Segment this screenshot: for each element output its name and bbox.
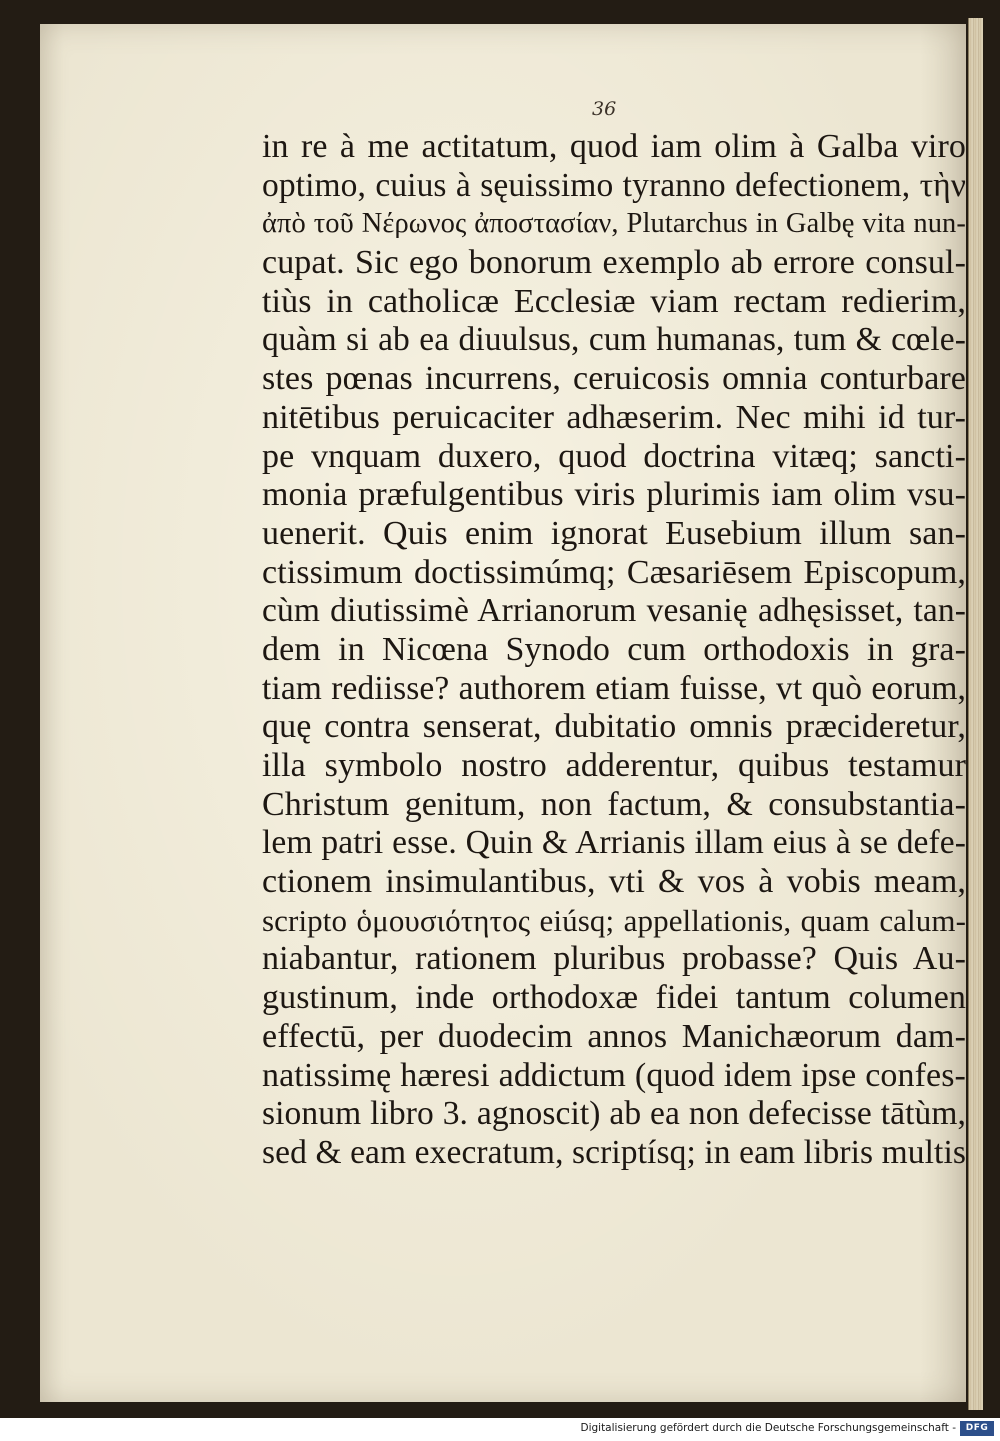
text-line: niabantur, rationem pluribus probasse? Quis Au-: [262, 940, 966, 978]
text-line: ctionem insimulantibus, vti & vos à vobis meam,: [262, 863, 966, 901]
text-line: sed & eam execratum, scriptísq; in eam libris multis: [262, 1133, 966, 1171]
text-line: optimo, cuius à sęuissimo tyranno defectionem, τὴν: [262, 166, 966, 204]
text-line: sionum libro 3. agnoscit) ab ea non defecisse tātùm,: [262, 1095, 966, 1133]
text-line: dem in Nicœna Synodo cum orthodoxis in gra-: [262, 630, 966, 668]
body-text: [262, 128, 966, 1173]
text-line: monia præfulgentibus viris plurimis iam olim vsu-: [262, 476, 966, 514]
text-line: illa symbolo nostro adderentur, quibus testamur: [262, 747, 966, 784]
dfg-logo: DFG: [960, 1421, 994, 1436]
text-line: tiam rediisse? authorem etiam fuisse, vt quò eorum,: [262, 669, 966, 707]
text-line: tiùs in catholicæ Ecclesiæ viam rectam redierim,: [262, 282, 966, 320]
text-line: Christum genitum, non factum, & consubstantia-: [262, 785, 966, 823]
text-line: quę contra senserat, dubitatio omnis præcideretur,: [262, 708, 966, 746]
text-line: in re à me actitatum, quod iam olim à Galba viro: [262, 128, 966, 165]
text-line: natissimę hæresi addictum (quod idem ipse confes-: [262, 1056, 966, 1094]
text-line: quàm si ab ea diuulsus, cum humanas, tum & cœle-: [262, 321, 966, 359]
text-line: nitētibus peruicaciter adhæserim. Nec mihi id tur-: [262, 398, 966, 436]
text-line: lem patri esse. Quin & Arrianis illam eius à se defe-: [262, 824, 966, 862]
text-line: cùm diutissimè Arrianorum vesanię adhęsisset, tan-: [262, 592, 966, 630]
funding-notice: Digitalisierung gefördert durch die Deutsche Forschungsgemeinschaft -: [580, 1422, 956, 1434]
text-line: ctissimum doctissimúmq; Cæsariēsem Episcopum,: [262, 553, 966, 591]
digitization-footer: [0, 1418, 1000, 1441]
text-line: stes pœnas incurrens, ceruicosis omnia conturbare: [262, 360, 966, 398]
text-line: gustinum, inde orthodoxæ fidei tantum columen: [262, 979, 966, 1017]
text-line: cupat. Sic ego bonorum exemplo ab errore consul-: [262, 244, 966, 282]
text-line: effectū, per duodecim annos Manichæorum dam-: [262, 1017, 966, 1055]
text-line: ἀπὸ τοῦ Νέρωνος ἀποστασίαν, Plutarchus in Galbę vita nun-: [262, 208, 966, 240]
page-number: 36: [592, 98, 617, 120]
text-line: pe vnquam duxero, quod doctrina vitæq; sancti-: [262, 437, 966, 475]
text-line: scripto ὁμουσιότητος eiúsq; appellationis, quam calum-: [262, 902, 966, 938]
page-fore-edges: [968, 18, 983, 1410]
text-line: uenerit. Quis enim ignorat Eusebium illum san-: [262, 514, 966, 552]
